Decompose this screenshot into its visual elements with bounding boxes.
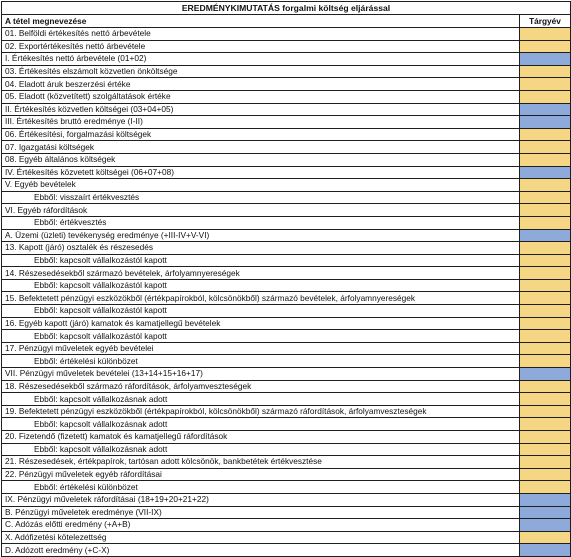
input-value-cell[interactable] [520,141,571,154]
item-label: 03. Értékesítés elszámolt közvetlen önköltsége [2,65,520,78]
statement-row [2,431,571,444]
statement-row [2,78,571,91]
statement-row [2,153,571,166]
sub-item-label: Ebből: kapcsolt vállalkozástól kapott [2,279,520,292]
sub-item-label: Ebből: értékvesztés [2,216,520,229]
statement-row [2,141,571,154]
income-statement-body [2,2,571,557]
current-year-column-header: Tárgyév [520,15,571,28]
statement-row [2,28,571,41]
computed-value-cell [520,53,571,66]
statement-row [2,191,571,204]
computed-value-cell [520,166,571,179]
sub-item-label: Ebből: kapcsolt vállalkozásnak adott [2,393,520,406]
computed-value-cell [520,116,571,129]
statement-row [2,65,571,78]
total-item-label: C. Adózás előtti eredmény (+A+B) [2,519,520,532]
statement-row [2,90,571,103]
input-value-cell[interactable] [520,153,571,166]
input-value-cell[interactable] [520,216,571,229]
income-statement-table [1,1,571,557]
input-value-cell[interactable] [520,40,571,53]
statement-row [2,393,571,406]
item-label: 22. Pénzügyi műveletek egyéb ráfordításai [2,468,520,481]
input-value-cell[interactable] [520,481,571,494]
item-label: 16. Egyéb kapott (járó) kamatok és kamatjellegű bevételek [2,317,520,330]
computed-value-cell [520,103,571,116]
item-label: 17. Pénzügyi műveletek egyéb bevételei [2,342,520,355]
input-value-cell[interactable] [520,393,571,406]
input-value-cell[interactable] [520,431,571,444]
input-value-cell[interactable] [520,468,571,481]
statement-row [2,531,571,544]
statement-row [2,380,571,393]
statement-row [2,506,571,519]
statement-row [2,40,571,53]
statement-row [2,166,571,179]
item-label: 08. Egyéb általános költségek [2,153,520,166]
statement-row [2,229,571,242]
statement-row [2,405,571,418]
input-value-cell[interactable] [520,242,571,255]
input-value-cell[interactable] [520,405,571,418]
item-label: 19. Befektetett pénzügyi eszközökből (értékpapírokból, kölcsönökből) származó ráfordítások, árfolyamveszteségek [2,405,520,418]
statement-row [2,116,571,129]
total-item-label: II. Értékesítés közvetlen költségei (03+04+05) [2,103,520,116]
item-label: 02. Exportértékesítés nettó árbevétele [2,40,520,53]
computed-value-cell [520,493,571,506]
input-value-cell[interactable] [520,279,571,292]
header-row [2,15,571,28]
total-item-label: IX. Pénzügyi műveletek ráfordításai (18+19+20+21+22) [2,493,520,506]
sub-item-label: Ebből: visszaírt értékvesztés [2,191,520,204]
statement-row [2,267,571,280]
sub-item-label: Ebből: értékelési különbözet [2,355,520,368]
statement-row [2,519,571,532]
input-value-cell[interactable] [520,78,571,91]
statement-row [2,216,571,229]
item-label: 14. Részesedésekből származó bevételek, árfolyamnyereségek [2,267,520,280]
statement-row [2,468,571,481]
statement-row [2,242,571,255]
total-item-label: D. Adózott eredmény (+C-X) [2,544,520,557]
item-label: 15. Befektetett pénzügyi eszközökből (értékpapírokból, kölcsönökből) származó bevételek, árfolyamnyereségek [2,292,520,305]
input-value-cell[interactable] [520,254,571,267]
title-row [2,2,571,15]
sheet-title: EREDMÉNYKIMUTATÁS forgalmi költség eljárással [2,2,571,15]
item-label: 13. Kapott (járó) osztalék és részesedés [2,242,520,255]
statement-row [2,204,571,217]
total-item-label: IV. Értékesítés közvetett költségei (06+07+08) [2,166,520,179]
input-value-cell[interactable] [520,28,571,41]
item-label: V. Egyéb bevételek [2,179,520,192]
input-value-cell[interactable] [520,204,571,217]
item-label: 01. Belföldi értékesítés nettó árbevétele [2,28,520,41]
item-label: 18. Részesedésekből származó ráfordítások, árfolyamveszteségek [2,380,520,393]
input-value-cell[interactable] [520,267,571,280]
input-value-cell[interactable] [520,355,571,368]
sub-item-label: Ebből: értékelési különbözet [2,481,520,494]
statement-row [2,493,571,506]
computed-value-cell [520,229,571,242]
input-value-cell[interactable] [520,456,571,469]
statement-row [2,103,571,116]
statement-row [2,128,571,141]
statement-row [2,481,571,494]
item-label: 07. Igazgatási költségek [2,141,520,154]
item-label: VI. Egyéb ráfordítások [2,204,520,217]
statement-row [2,305,571,318]
item-name-column-header: A tétel megnevezése [2,15,520,28]
statement-row [2,279,571,292]
total-item-label: VII. Pénzügyi műveletek bevételei (13+14+15+16+17) [2,368,520,381]
input-value-cell[interactable] [520,305,571,318]
sub-item-label: Ebből: kapcsolt vállalkozástól kapott [2,330,520,343]
input-value-cell[interactable] [520,342,571,355]
sub-item-label: Ebből: kapcsolt vállalkozástól kapott [2,305,520,318]
total-item-label: III. Értékesítés bruttó eredménye (I-II) [2,116,520,129]
sub-item-label: Ebből: kapcsolt vállalkozásnak adott [2,443,520,456]
input-value-cell[interactable] [520,191,571,204]
statement-row [2,292,571,305]
statement-row [2,179,571,192]
item-label: 05. Eladott (közvetített) szolgáltatások értéke [2,90,520,103]
sub-item-label: Ebből: kapcsolt vállalkozásnak adott [2,418,520,431]
total-item-label: B. Pénzügyi műveletek eredménye (VII-IX) [2,506,520,519]
total-item-label: I. Értékesítés nettó árbevétele (01+02) [2,53,520,66]
statement-row [2,456,571,469]
statement-row [2,53,571,66]
item-label: 06. Értékesítési, forgalmazási költségek [2,128,520,141]
input-value-cell[interactable] [520,179,571,192]
item-label: X. Adófizetési kötelezettség [2,531,520,544]
statement-row [2,443,571,456]
input-value-cell[interactable] [520,317,571,330]
input-value-cell[interactable] [520,292,571,305]
input-value-cell[interactable] [520,443,571,456]
computed-value-cell [520,368,571,381]
input-value-cell[interactable] [520,531,571,544]
statement-row [2,254,571,267]
sub-item-label: Ebből: kapcsolt vállalkozástól kapott [2,254,520,267]
input-value-cell[interactable] [520,65,571,78]
total-item-label: A. Üzemi (üzleti) tevékenység eredménye (+III-IV+V-VI) [2,229,520,242]
statement-row [2,418,571,431]
input-value-cell[interactable] [520,418,571,431]
computed-value-cell [520,519,571,532]
input-value-cell[interactable] [520,330,571,343]
input-value-cell[interactable] [520,90,571,103]
item-label: 20. Fizetendő (fizetett) kamatok és kamatjellegű ráfordítások [2,431,520,444]
statement-row [2,368,571,381]
computed-value-cell [520,506,571,519]
input-value-cell[interactable] [520,128,571,141]
item-label: 21. Részesedések, értékpapírok, tartósan adott kölcsönök, bankbetétek értékvesztése [2,456,520,469]
statement-row [2,317,571,330]
item-label: 04. Eladott áruk beszerzési értéke [2,78,520,91]
statement-row [2,342,571,355]
statement-row [2,330,571,343]
statement-row [2,355,571,368]
input-value-cell[interactable] [520,380,571,393]
